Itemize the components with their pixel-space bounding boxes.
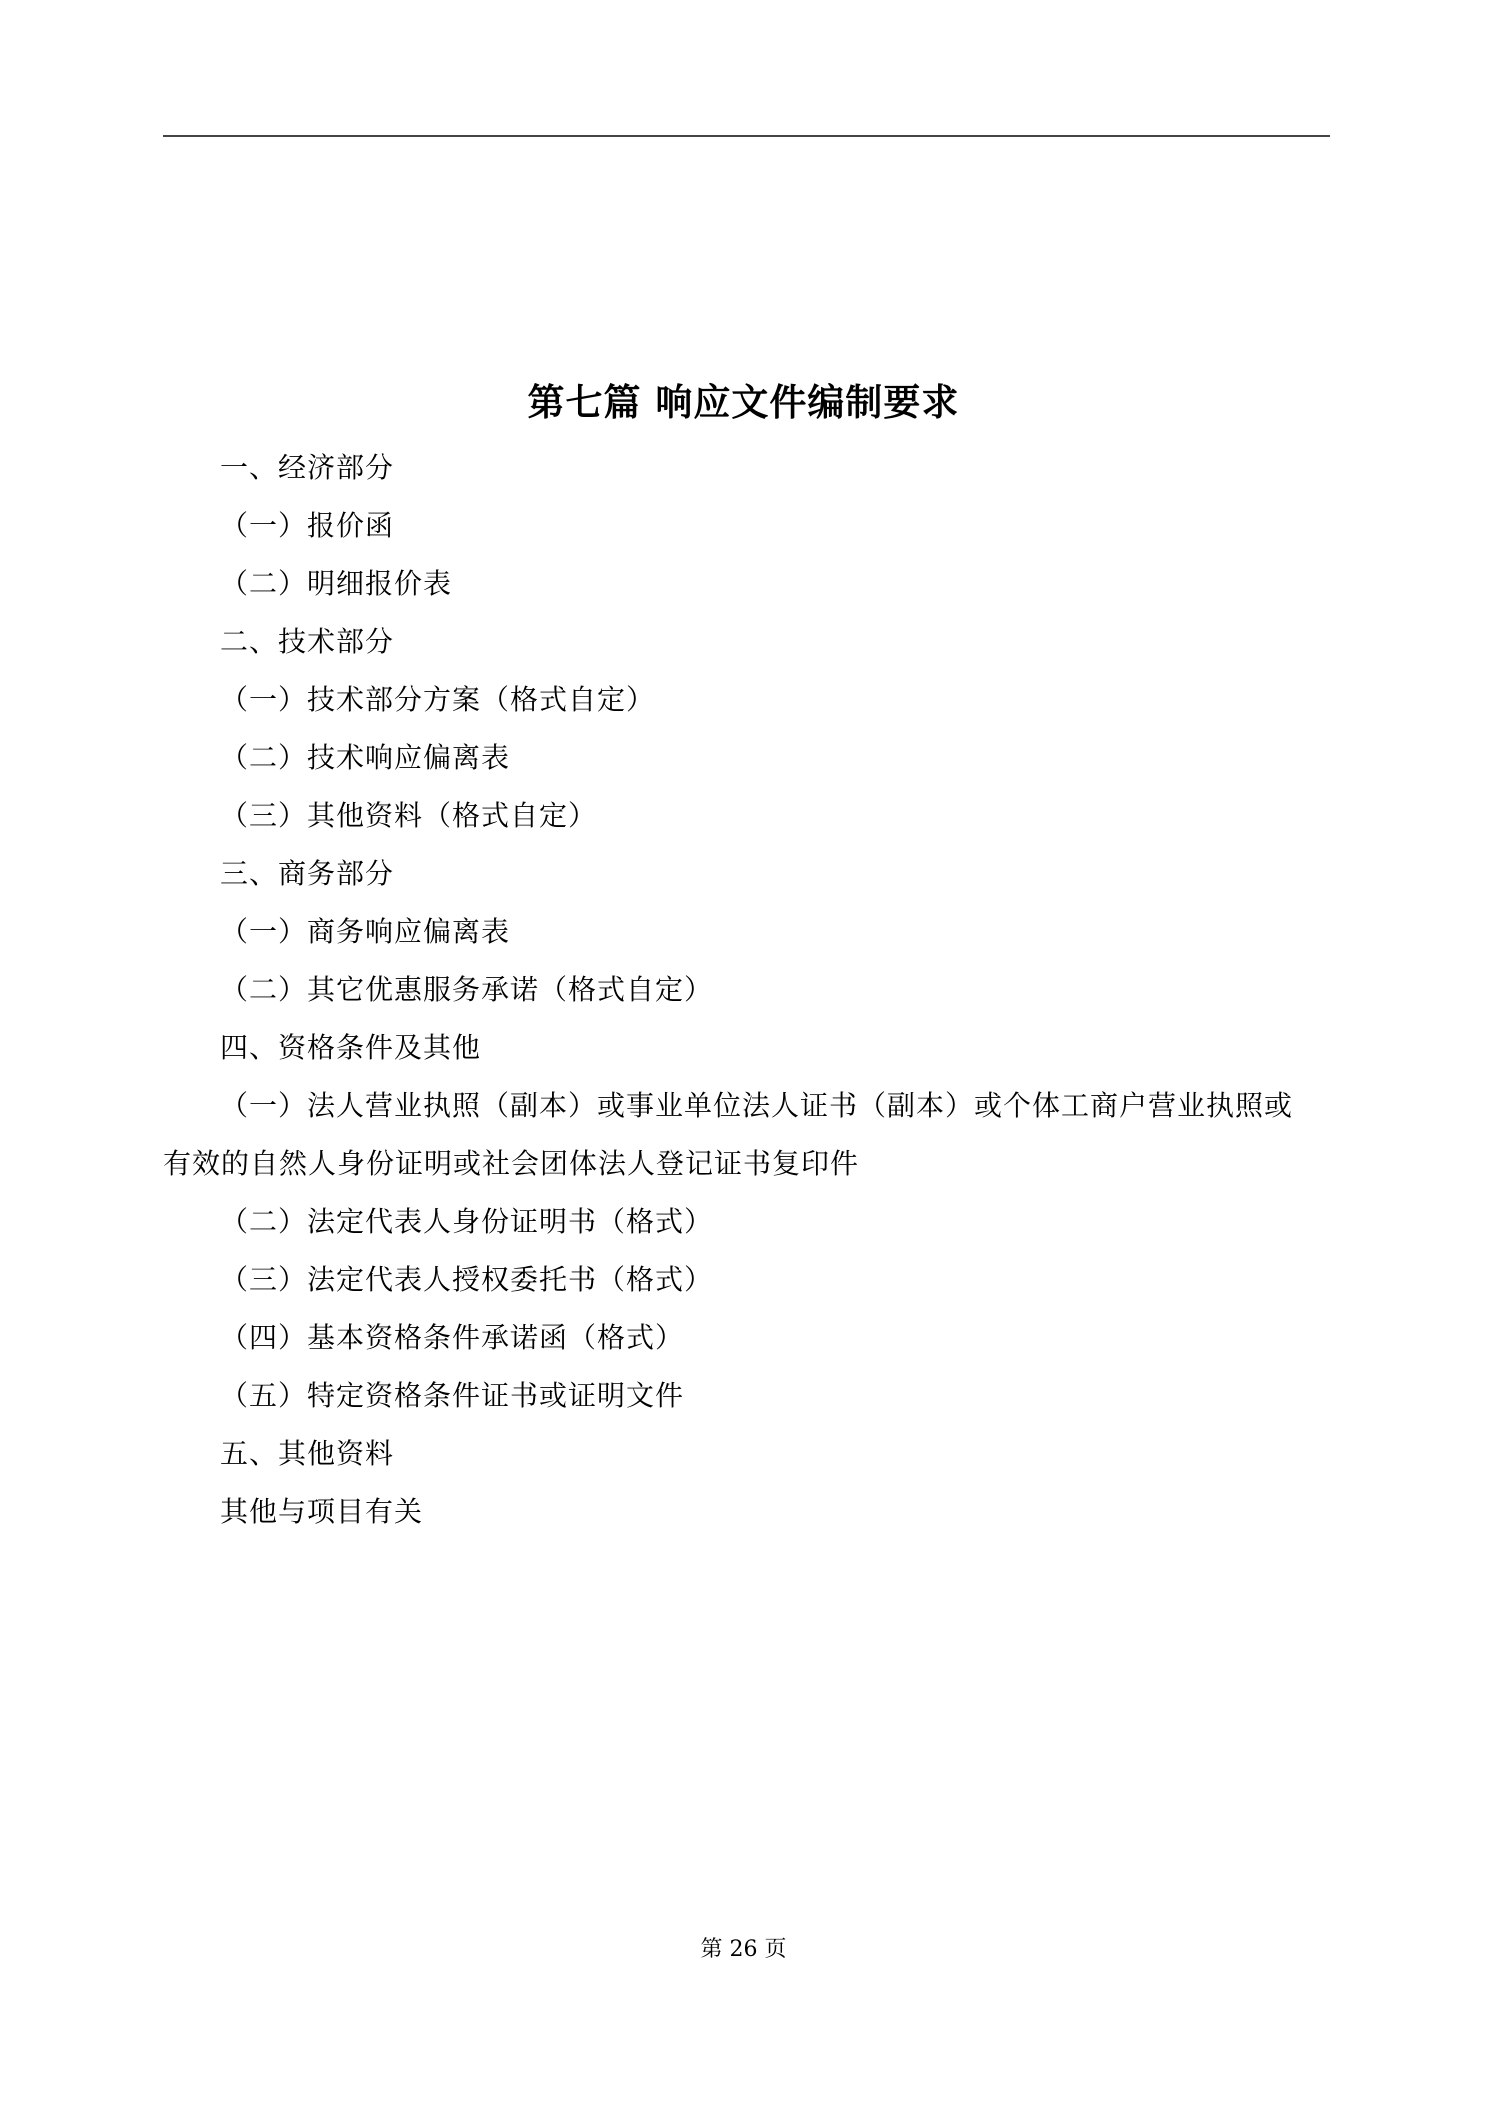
list-item: （四）基本资格条件承诺函（格式） — [220, 1321, 685, 1354]
list-item: （三）其他资料（格式自定） — [220, 799, 598, 832]
list-item-continuation: 有效的自然人身份证明或社会团体法人登记证书复印件 — [163, 1147, 860, 1180]
list-item: （一）商务响应偏离表 — [220, 915, 511, 948]
section-heading-qualification: 四、资格条件及其他 — [220, 1031, 482, 1064]
section-heading-economic: 一、经济部分 — [220, 451, 395, 484]
section-heading-other: 五、其他资料 — [220, 1437, 395, 1470]
list-item: （三）法定代表人授权委托书（格式） — [220, 1263, 714, 1296]
page-title: 第七篇 响应文件编制要求 — [527, 380, 960, 424]
list-item: （五）特定资格条件证书或证明文件 — [220, 1379, 685, 1412]
list-item: （二）法定代表人身份证明书（格式） — [220, 1205, 714, 1238]
list-item: 其他与项目有关 — [220, 1495, 424, 1528]
list-item: （一）法人营业执照（副本）或事业单位法人证书（副本）或个体工商户营业执照或 — [220, 1089, 1294, 1122]
section-heading-business: 三、商务部分 — [220, 857, 395, 890]
list-item: （一）报价函 — [220, 509, 395, 542]
list-item: （二）其它优惠服务承诺（格式自定） — [220, 973, 714, 1006]
list-item: （二）明细报价表 — [220, 567, 453, 600]
header-rule — [163, 135, 1330, 137]
page-number: 第 26 页 — [700, 1937, 787, 1962]
section-heading-technical: 二、技术部分 — [220, 625, 395, 658]
list-item: （二）技术响应偏离表 — [220, 741, 511, 774]
list-item: （一）技术部分方案（格式自定） — [220, 683, 656, 716]
